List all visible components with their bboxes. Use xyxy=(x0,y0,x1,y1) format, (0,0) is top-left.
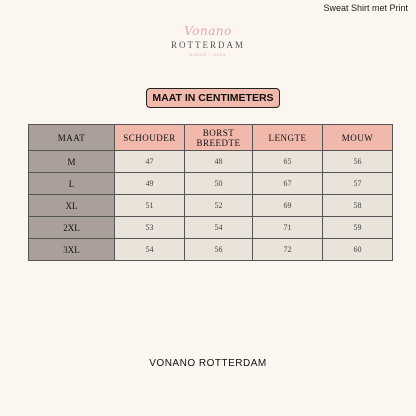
size-cell: L xyxy=(29,173,115,195)
value-cell: 69 xyxy=(253,195,323,217)
value-cell: 72 xyxy=(253,239,323,261)
size-table xyxy=(28,124,393,261)
value-cell: 53 xyxy=(115,217,185,239)
size-cell: M xyxy=(29,151,115,173)
value-cell: 56 xyxy=(185,239,253,261)
value-cell: 47 xyxy=(115,151,185,173)
value-cell: 50 xyxy=(185,173,253,195)
value-cell: 71 xyxy=(253,217,323,239)
value-cell: 49 xyxy=(115,173,185,195)
value-cell: 54 xyxy=(185,217,253,239)
size-cell: 2XL xyxy=(29,217,115,239)
value-cell: 58 xyxy=(323,195,393,217)
table-row xyxy=(29,173,393,195)
table-row xyxy=(29,195,393,217)
header-mouw: MOUW xyxy=(323,125,393,151)
value-cell: 52 xyxy=(185,195,253,217)
table-row xyxy=(29,239,393,261)
header-schouder: SCHOUDER xyxy=(115,125,185,151)
value-cell: 67 xyxy=(253,173,323,195)
value-cell: 59 xyxy=(323,217,393,239)
value-cell: 60 xyxy=(323,239,393,261)
header-maat: MAAT xyxy=(29,125,115,151)
product-label: Sweat Shirt met Print xyxy=(323,3,408,13)
footer-brand: VONANO ROTTERDAM xyxy=(149,358,267,369)
table-header-row xyxy=(29,125,393,151)
value-cell: 48 xyxy=(185,151,253,173)
header-borst-breedte: BORST BREEDTE xyxy=(185,125,253,151)
value-cell: 57 xyxy=(323,173,393,195)
header-lengte: LENGTE xyxy=(253,125,323,151)
logo-city-text: ROTTERDAM xyxy=(171,40,245,50)
size-chart-title: MAAT IN CENTIMETERS xyxy=(146,88,280,108)
value-cell: 51 xyxy=(115,195,185,217)
value-cell: 65 xyxy=(253,151,323,173)
size-cell: 3XL xyxy=(29,239,115,261)
brand-logo xyxy=(158,24,258,57)
value-cell: 56 xyxy=(323,151,393,173)
logo-script-text: Vonano xyxy=(184,24,232,38)
table-row xyxy=(29,151,393,173)
table-row xyxy=(29,217,393,239)
value-cell: 54 xyxy=(115,239,185,261)
size-cell: XL xyxy=(29,195,115,217)
logo-since-text: SINCE · 2023 xyxy=(189,52,227,57)
